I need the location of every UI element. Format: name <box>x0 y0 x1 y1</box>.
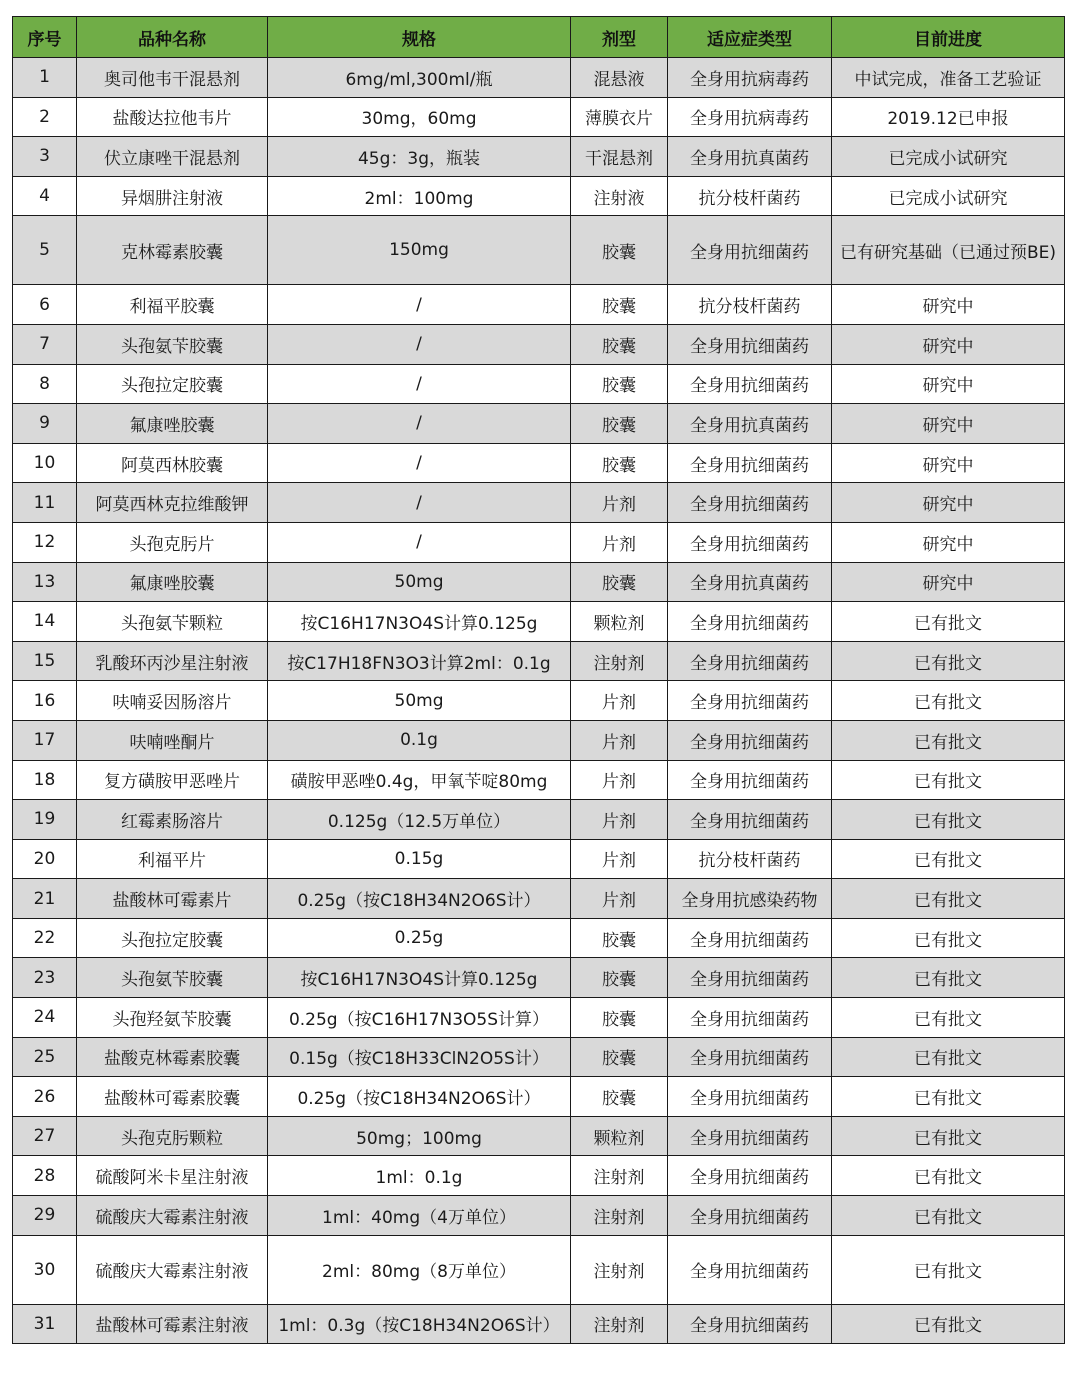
header-indication: 适应症类型 <box>668 17 832 58</box>
cell-name: 头孢克肟颗粒 <box>77 1116 268 1156</box>
cell-spec: 50mg <box>268 681 571 721</box>
cell-name: 盐酸林可霉素胶囊 <box>77 1077 268 1117</box>
table-row <box>13 216 1065 285</box>
cell-indication: 全身用抗细菌药 <box>668 443 832 483</box>
cell-name: 利福平片 <box>77 839 268 879</box>
table-row <box>13 681 1065 721</box>
cell-form: 胶囊 <box>571 324 668 364</box>
cell-no: 2 <box>13 97 77 137</box>
cell-no: 13 <box>13 562 77 602</box>
cell-spec: 1ml：40mg（4万单位） <box>268 1196 571 1236</box>
cell-name: 头孢氨苄颗粒 <box>77 602 268 642</box>
cell-progress: 研究中 <box>832 404 1065 444</box>
cell-indication: 抗分枝杆菌药 <box>668 839 832 879</box>
cell-indication: 抗分枝杆菌药 <box>668 285 832 325</box>
cell-form: 注射剂 <box>571 1304 668 1344</box>
cell-name: 头孢拉定胶囊 <box>77 918 268 958</box>
header-spec: 规格 <box>268 17 571 58</box>
cell-spec: 0.25g <box>268 918 571 958</box>
cell-name: 红霉素肠溶片 <box>77 800 268 840</box>
cell-spec: 0.15g <box>268 839 571 879</box>
cell-progress: 已有批文 <box>832 958 1065 998</box>
cell-name: 头孢氨苄胶囊 <box>77 324 268 364</box>
cell-no: 27 <box>13 1116 77 1156</box>
table-row <box>13 1304 1065 1344</box>
cell-no: 28 <box>13 1156 77 1196</box>
cell-indication: 全身用抗病毒药 <box>668 58 832 98</box>
cell-name: 利福平胶囊 <box>77 285 268 325</box>
cell-form: 注射液 <box>571 176 668 216</box>
cell-form: 片剂 <box>571 720 668 760</box>
cell-no: 30 <box>13 1235 77 1304</box>
cell-indication: 全身用抗细菌药 <box>668 681 832 721</box>
cell-name: 头孢氨苄胶囊 <box>77 958 268 998</box>
cell-spec: 0.125g（12.5万单位） <box>268 800 571 840</box>
table-row <box>13 720 1065 760</box>
table-body <box>13 58 1065 1344</box>
cell-form: 混悬液 <box>571 58 668 98</box>
cell-no: 14 <box>13 602 77 642</box>
cell-spec: / <box>268 443 571 483</box>
cell-indication: 全身用抗细菌药 <box>668 1156 832 1196</box>
cell-no: 19 <box>13 800 77 840</box>
cell-no: 6 <box>13 285 77 325</box>
cell-indication: 全身用抗细菌药 <box>668 1235 832 1304</box>
cell-form: 颗粒剂 <box>571 602 668 642</box>
cell-indication: 全身用抗细菌药 <box>668 1304 832 1344</box>
table-row <box>13 1037 1065 1077</box>
table-header-row <box>13 17 1065 58</box>
cell-name: 乳酸环丙沙星注射液 <box>77 641 268 681</box>
cell-spec: 0.15g（按C18H33ClN2O5S计） <box>268 1037 571 1077</box>
table-row <box>13 176 1065 216</box>
cell-progress: 已有批文 <box>832 839 1065 879</box>
cell-no: 3 <box>13 137 77 177</box>
cell-name: 硫酸庆大霉素注射液 <box>77 1196 268 1236</box>
cell-name: 克林霉素胶囊 <box>77 216 268 285</box>
cell-form: 胶囊 <box>571 285 668 325</box>
cell-form: 胶囊 <box>571 404 668 444</box>
table-row <box>13 1116 1065 1156</box>
cell-spec: 2ml：80mg（8万单位） <box>268 1235 571 1304</box>
cell-spec: / <box>268 483 571 523</box>
cell-form: 片剂 <box>571 800 668 840</box>
cell-name: 氟康唑胶囊 <box>77 562 268 602</box>
cell-form: 颗粒剂 <box>571 1116 668 1156</box>
cell-form: 薄膜衣片 <box>571 97 668 137</box>
cell-no: 23 <box>13 958 77 998</box>
cell-name: 奥司他韦干混悬剂 <box>77 58 268 98</box>
cell-no: 15 <box>13 641 77 681</box>
table-row <box>13 918 1065 958</box>
cell-no: 29 <box>13 1196 77 1236</box>
cell-no: 24 <box>13 998 77 1038</box>
cell-indication: 全身用抗细菌药 <box>668 641 832 681</box>
cell-name: 阿莫西林胶囊 <box>77 443 268 483</box>
cell-form: 注射剂 <box>571 641 668 681</box>
cell-indication: 全身用抗细菌药 <box>668 364 832 404</box>
cell-spec: 30mg，60mg <box>268 97 571 137</box>
cell-indication: 全身用抗细菌药 <box>668 760 832 800</box>
cell-no: 4 <box>13 176 77 216</box>
cell-form: 胶囊 <box>571 562 668 602</box>
cell-indication: 全身用抗感染药物 <box>668 879 832 919</box>
header-no: 序号 <box>13 17 77 58</box>
cell-spec: 按C16H17N3O4S计算0.125g <box>268 958 571 998</box>
cell-name: 阿莫西林克拉维酸钾 <box>77 483 268 523</box>
cell-spec: / <box>268 522 571 562</box>
cell-spec: / <box>268 364 571 404</box>
cell-progress: 已有批文 <box>832 760 1065 800</box>
cell-spec: 按C17H18FN3O3计算2ml：0.1g <box>268 641 571 681</box>
cell-name: 盐酸达拉他韦片 <box>77 97 268 137</box>
cell-indication: 全身用抗细菌药 <box>668 1196 832 1236</box>
cell-form: 胶囊 <box>571 958 668 998</box>
drug-pipeline-table <box>12 16 1065 1344</box>
cell-spec: 50mg <box>268 562 571 602</box>
cell-progress: 已有批文 <box>832 641 1065 681</box>
table-row <box>13 404 1065 444</box>
table-row <box>13 97 1065 137</box>
cell-name: 硫酸庆大霉素注射液 <box>77 1235 268 1304</box>
cell-form: 胶囊 <box>571 1037 668 1077</box>
cell-progress: 已有批文 <box>832 1116 1065 1156</box>
cell-spec: 1ml：0.1g <box>268 1156 571 1196</box>
table-row <box>13 285 1065 325</box>
cell-progress: 已完成小试研究 <box>832 176 1065 216</box>
cell-name: 头孢拉定胶囊 <box>77 364 268 404</box>
cell-indication: 全身用抗真菌药 <box>668 137 832 177</box>
cell-spec: / <box>268 324 571 364</box>
cell-progress: 已有批文 <box>832 918 1065 958</box>
cell-progress: 已有研究基础（已通过预BE) <box>832 216 1065 285</box>
cell-progress: 研究中 <box>832 443 1065 483</box>
cell-form: 胶囊 <box>571 1077 668 1117</box>
cell-progress: 研究中 <box>832 364 1065 404</box>
cell-indication: 全身用抗病毒药 <box>668 97 832 137</box>
cell-form: 胶囊 <box>571 364 668 404</box>
cell-indication: 全身用抗细菌药 <box>668 483 832 523</box>
cell-no: 18 <box>13 760 77 800</box>
cell-name: 呋喃唑酮片 <box>77 720 268 760</box>
cell-spec: / <box>268 404 571 444</box>
table-row <box>13 879 1065 919</box>
cell-no: 26 <box>13 1077 77 1117</box>
cell-no: 22 <box>13 918 77 958</box>
cell-indication: 全身用抗细菌药 <box>668 602 832 642</box>
cell-spec: 按C16H17N3O4S计算0.125g <box>268 602 571 642</box>
cell-indication: 全身用抗细菌药 <box>668 720 832 760</box>
cell-progress: 已有批文 <box>832 1077 1065 1117</box>
cell-no: 10 <box>13 443 77 483</box>
cell-indication: 全身用抗真菌药 <box>668 404 832 444</box>
cell-spec: 50mg；100mg <box>268 1116 571 1156</box>
cell-progress: 已完成小试研究 <box>832 137 1065 177</box>
cell-progress: 已有批文 <box>832 879 1065 919</box>
table-row <box>13 562 1065 602</box>
cell-form: 胶囊 <box>571 998 668 1038</box>
cell-spec: 0.25g（按C18H34N2O6S计） <box>268 1077 571 1117</box>
cell-indication: 全身用抗细菌药 <box>668 522 832 562</box>
cell-no: 25 <box>13 1037 77 1077</box>
cell-form: 注射剂 <box>571 1156 668 1196</box>
table-row <box>13 324 1065 364</box>
cell-no: 11 <box>13 483 77 523</box>
cell-indication: 全身用抗细菌药 <box>668 998 832 1038</box>
cell-progress: 已有批文 <box>832 1037 1065 1077</box>
cell-indication: 全身用抗细菌药 <box>668 216 832 285</box>
cell-indication: 全身用抗细菌药 <box>668 958 832 998</box>
cell-progress: 已有批文 <box>832 681 1065 721</box>
table-row <box>13 602 1065 642</box>
table-row <box>13 1196 1065 1236</box>
cell-progress: 研究中 <box>832 285 1065 325</box>
cell-spec: / <box>268 285 571 325</box>
cell-name: 盐酸克林霉素胶囊 <box>77 1037 268 1077</box>
cell-indication: 全身用抗细菌药 <box>668 1116 832 1156</box>
cell-form: 注射剂 <box>571 1196 668 1236</box>
cell-progress: 已有批文 <box>832 720 1065 760</box>
table-row <box>13 641 1065 681</box>
cell-progress: 已有批文 <box>832 1235 1065 1304</box>
cell-form: 片剂 <box>571 879 668 919</box>
cell-indication: 全身用抗细菌药 <box>668 918 832 958</box>
cell-name: 异烟肼注射液 <box>77 176 268 216</box>
table-row <box>13 522 1065 562</box>
cell-no: 12 <box>13 522 77 562</box>
table-row <box>13 760 1065 800</box>
cell-indication: 全身用抗细菌药 <box>668 324 832 364</box>
cell-progress: 已有批文 <box>832 1304 1065 1344</box>
cell-no: 9 <box>13 404 77 444</box>
cell-name: 复方磺胺甲恶唑片 <box>77 760 268 800</box>
cell-progress: 已有批文 <box>832 1196 1065 1236</box>
cell-progress: 已有批文 <box>832 800 1065 840</box>
header-form: 剂型 <box>571 17 668 58</box>
cell-progress: 已有批文 <box>832 998 1065 1038</box>
cell-name: 伏立康唑干混悬剂 <box>77 137 268 177</box>
cell-name: 盐酸林可霉素片 <box>77 879 268 919</box>
cell-form: 片剂 <box>571 760 668 800</box>
cell-form: 注射剂 <box>571 1235 668 1304</box>
header-progress: 目前进度 <box>832 17 1065 58</box>
header-name: 品种名称 <box>77 17 268 58</box>
cell-indication: 全身用抗细菌药 <box>668 800 832 840</box>
cell-indication: 全身用抗真菌药 <box>668 562 832 602</box>
table-row <box>13 1156 1065 1196</box>
table-row <box>13 58 1065 98</box>
cell-no: 7 <box>13 324 77 364</box>
cell-progress: 研究中 <box>832 522 1065 562</box>
cell-spec: 6mg/ml,300ml/瓶 <box>268 58 571 98</box>
cell-name: 头孢羟氨苄胶囊 <box>77 998 268 1038</box>
cell-form: 胶囊 <box>571 216 668 285</box>
cell-progress: 研究中 <box>832 483 1065 523</box>
cell-spec: 1ml：0.3g（按C18H34N2O6S计） <box>268 1304 571 1344</box>
cell-form: 胶囊 <box>571 443 668 483</box>
table-row <box>13 839 1065 879</box>
cell-no: 16 <box>13 681 77 721</box>
cell-name: 氟康唑胶囊 <box>77 404 268 444</box>
cell-spec: 2ml：100mg <box>268 176 571 216</box>
cell-form: 干混悬剂 <box>571 137 668 177</box>
cell-form: 片剂 <box>571 522 668 562</box>
cell-indication: 全身用抗细菌药 <box>668 1077 832 1117</box>
cell-progress: 已有批文 <box>832 1156 1065 1196</box>
table-row <box>13 958 1065 998</box>
cell-spec: 150mg <box>268 216 571 285</box>
cell-progress: 中试完成，准备工艺验证 <box>832 58 1065 98</box>
table-row <box>13 1077 1065 1117</box>
table-row <box>13 800 1065 840</box>
cell-name: 盐酸林可霉素注射液 <box>77 1304 268 1344</box>
cell-form: 片剂 <box>571 681 668 721</box>
cell-spec: 0.25g（按C16H17N3O5S计算） <box>268 998 571 1038</box>
cell-progress: 2019.12已申报 <box>832 97 1065 137</box>
cell-no: 21 <box>13 879 77 919</box>
cell-spec: 0.25g（按C18H34N2O6S计） <box>268 879 571 919</box>
cell-name: 呋喃妥因肠溶片 <box>77 681 268 721</box>
cell-form: 片剂 <box>571 483 668 523</box>
cell-name: 硫酸阿米卡星注射液 <box>77 1156 268 1196</box>
table-row <box>13 364 1065 404</box>
cell-no: 31 <box>13 1304 77 1344</box>
cell-indication: 全身用抗细菌药 <box>668 1037 832 1077</box>
cell-indication: 抗分枝杆菌药 <box>668 176 832 216</box>
cell-no: 20 <box>13 839 77 879</box>
cell-progress: 已有批文 <box>832 602 1065 642</box>
drug-pipeline-table-wrapper <box>12 16 1064 1344</box>
cell-spec: 0.1g <box>268 720 571 760</box>
cell-no: 8 <box>13 364 77 404</box>
cell-spec: 磺胺甲恶唑0.4g，甲氧苄啶80mg <box>268 760 571 800</box>
cell-form: 胶囊 <box>571 918 668 958</box>
cell-no: 17 <box>13 720 77 760</box>
table-row <box>13 443 1065 483</box>
table-row <box>13 137 1065 177</box>
table-row <box>13 483 1065 523</box>
cell-no: 5 <box>13 216 77 285</box>
cell-progress: 研究中 <box>832 324 1065 364</box>
cell-name: 头孢克肟片 <box>77 522 268 562</box>
table-row <box>13 998 1065 1038</box>
cell-form: 片剂 <box>571 839 668 879</box>
table-row <box>13 1235 1065 1304</box>
cell-progress: 研究中 <box>832 562 1065 602</box>
cell-spec: 45g：3g，瓶装 <box>268 137 571 177</box>
cell-no: 1 <box>13 58 77 98</box>
